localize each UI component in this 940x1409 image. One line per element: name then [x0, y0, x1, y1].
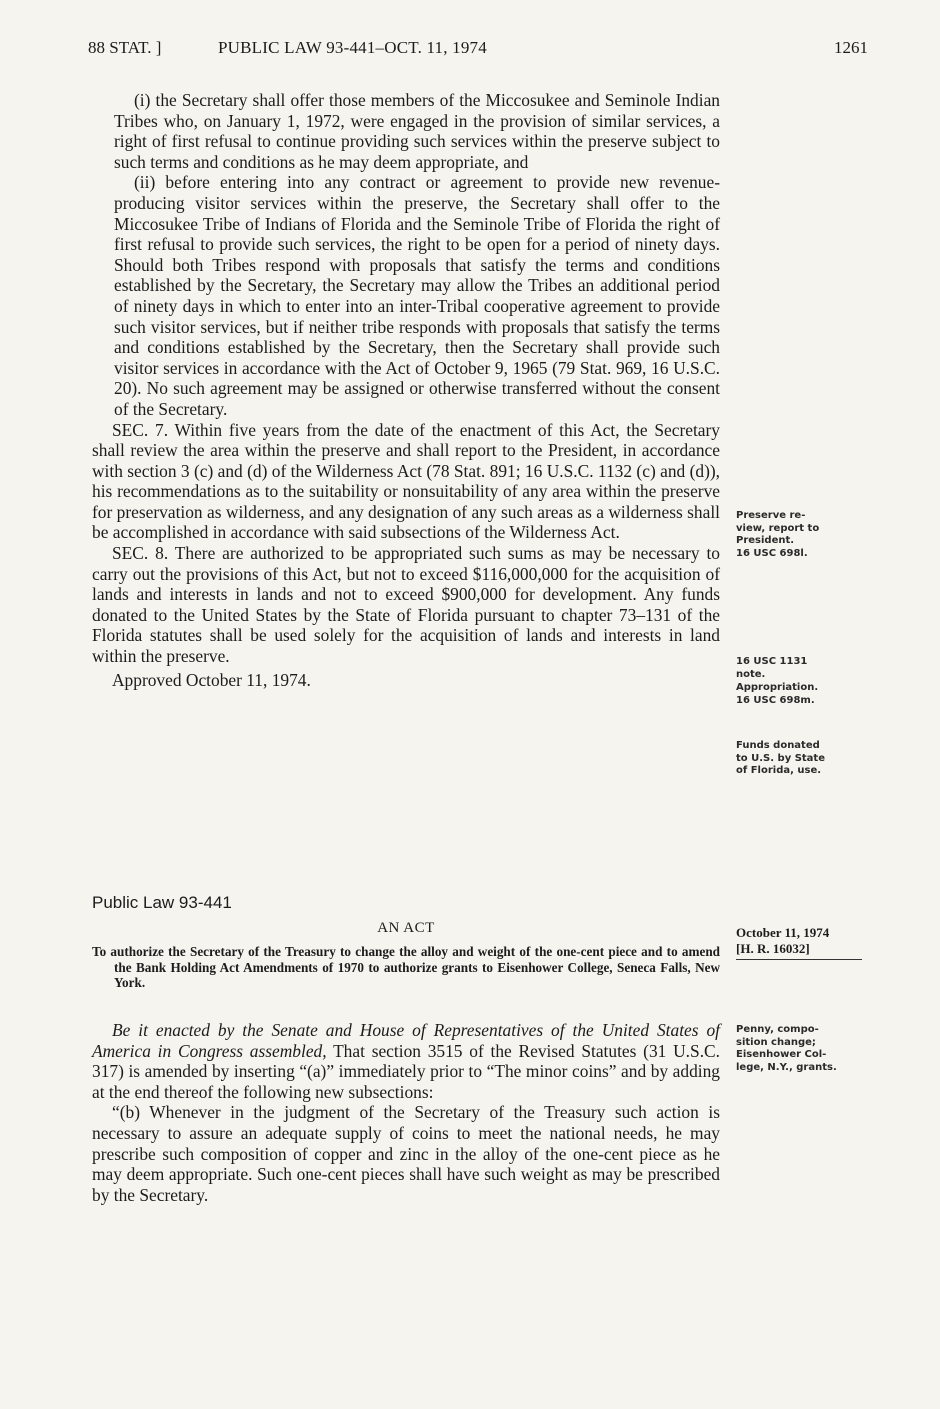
public-law-title: Public Law 93-441: [92, 893, 232, 912]
margin-note-line: 16 USC 698m.: [736, 694, 815, 706]
approved-line: Approved October 11, 1974.: [112, 669, 311, 690]
margin-note-appropriation: [736, 682, 856, 707]
section-7-label: SEC. 7.: [112, 419, 169, 440]
act-description-rest: the one-cent piece and to amend the Bank Holding Act Amendments of 1970 to authorize grants to Eisenhower College, Seneca Falls, New York.: [114, 944, 721, 990]
act-heading: AN ACT: [377, 920, 435, 936]
margin-note-funds-donated: [736, 740, 856, 778]
main-text-column: [92, 90, 720, 690]
act-description: [92, 944, 720, 991]
margin-note-line: view, report to: [736, 522, 820, 534]
item-ii: (ii) before entering into any contract or agreement to provide new revenue-producing visitor services within the preserve, the Secretary shall offer to the Miccosukee Tribe of Indians of Florida and the Seminole Tribe of Florida the right of first refusal to provide such services, the right to be open for a period of ninety days. Should both Tribes respond with proposals that satisfy the terms and conditions established by the Secretary, the Secretary may allow the Tribes an additional period of ninety days in which to enter into an inter-Tribal cooperative agreement to provide such visitor services, but if neither tribe responds with proposals that satisfy the terms and conditions established by the Secretary, then the Secretary shall provide such visitor services in accordance with the Act of October 9, 1965 (79 Stat. 969, 16 U.S.C. 20). No such agreement may be assigned or otherwise transferred without the consent of the Secretary.: [114, 172, 720, 419]
page-number: 1261: [834, 38, 868, 57]
act-date-block: [736, 925, 862, 960]
section-7: [92, 420, 720, 544]
section-8: [92, 543, 720, 667]
margin-note-line: of Florida, use.: [736, 765, 822, 776]
margin-note-line: note.: [736, 668, 766, 680]
enacting-paragraph: [92, 1020, 720, 1102]
bill-number: [H. R. 16032]: [736, 941, 862, 960]
statute-reference: 88 STAT. ]: [88, 38, 162, 57]
margin-note-preserve-review: [736, 510, 856, 560]
running-title: PUBLIC LAW 93-441–OCT. 11, 1974: [218, 38, 487, 57]
enacting-clause: Be it enacted by the Senate and House of Representatives of the United States of America in Congress assembled,: [92, 1020, 720, 1061]
margin-note-line: Preserve re-: [736, 510, 806, 521]
act-description-text: [92, 944, 720, 991]
subsection-b: “(b) Whenever in the judgment of the Secretary of the Treasury such action is necessary to assure an adequate supply of coins to meet the national needs, he may prescribe such composition of copper and zinc in the alloy of the one-cent piece as he may deem appropriate. Such one-cent pieces shall have such weight as may be prescribed by the Secretary.: [92, 1102, 720, 1205]
enacting-text-column: [92, 1020, 720, 1205]
section-8-label: SEC. 8.: [112, 543, 169, 564]
margin-note-line: lege, N.Y., grants.: [736, 1061, 837, 1073]
margin-note-line: 16 USC 1131: [736, 656, 808, 667]
margin-note-line: Funds donated: [736, 740, 820, 751]
margin-note-line: to U.S. by State: [736, 752, 825, 764]
act-date: October 11, 1974: [736, 925, 830, 940]
margin-note-penny-composition: [736, 1024, 856, 1074]
section-7-text: Within five years from the date of the enactment of this Act, the Secretary shall review the area within the preserve and shall report to the President, in accordance with section 3 (c) and (d) of the Wilderness Act (78 Stat. 891; 16 U.S.C. 1132 (c) and (d)), his recommendations as to the suitability or nonsuitability of any area within the preserve for preservation as wilderness, and any designation of any such areas as a wilderness shall be accomplished in accordance with said subsections of the Wilderness Act.: [92, 419, 720, 543]
margin-note-line: President.: [736, 535, 795, 546]
margin-note-line: 16 USC 698l.: [736, 547, 808, 559]
margin-note-wilderness-usc: [736, 656, 856, 681]
margin-note-line: Penny, compo-: [736, 1024, 819, 1035]
margin-note-line: Appropriation.: [736, 682, 819, 693]
section-8-text: There are authorized to be appropriated such sums as may be necessary to carry out the provisions of this Act, but not to exceed $116,000,000 for the acquisition of lands and interests in lands and not to exceed $900,000 for development. Any funds donated to the United States by the State of Florida pursuant to chapter 73–131 of the Florida statutes shall be used solely for the acquisition of lands and interests in land within the preserve.: [92, 543, 720, 667]
margin-note-line: Eisenhower Col-: [736, 1049, 827, 1060]
item-i: (i) the Secretary shall offer those members of the Miccosukee and Seminole Indian Tribes who, on January 1, 1972, were engaged in the provision of similar services, a right of first refusal to continue providing such services within the preserve subject to such terms and conditions as he may deem appropriate, and: [114, 90, 720, 172]
enacting-rest: That section 3515 of the Revised Statutes (31 U.S.C. 317) is amended by inserting “(a)” immediately prior to “The minor coins” and by adding at the end thereof the following new subsections:: [92, 1040, 720, 1102]
act-description-line-1: To authorize the Secretary of the Treasury to change the alloy and weight of: [92, 944, 531, 959]
margin-note-line: sition change;: [736, 1036, 816, 1048]
page-header: [88, 38, 868, 68]
